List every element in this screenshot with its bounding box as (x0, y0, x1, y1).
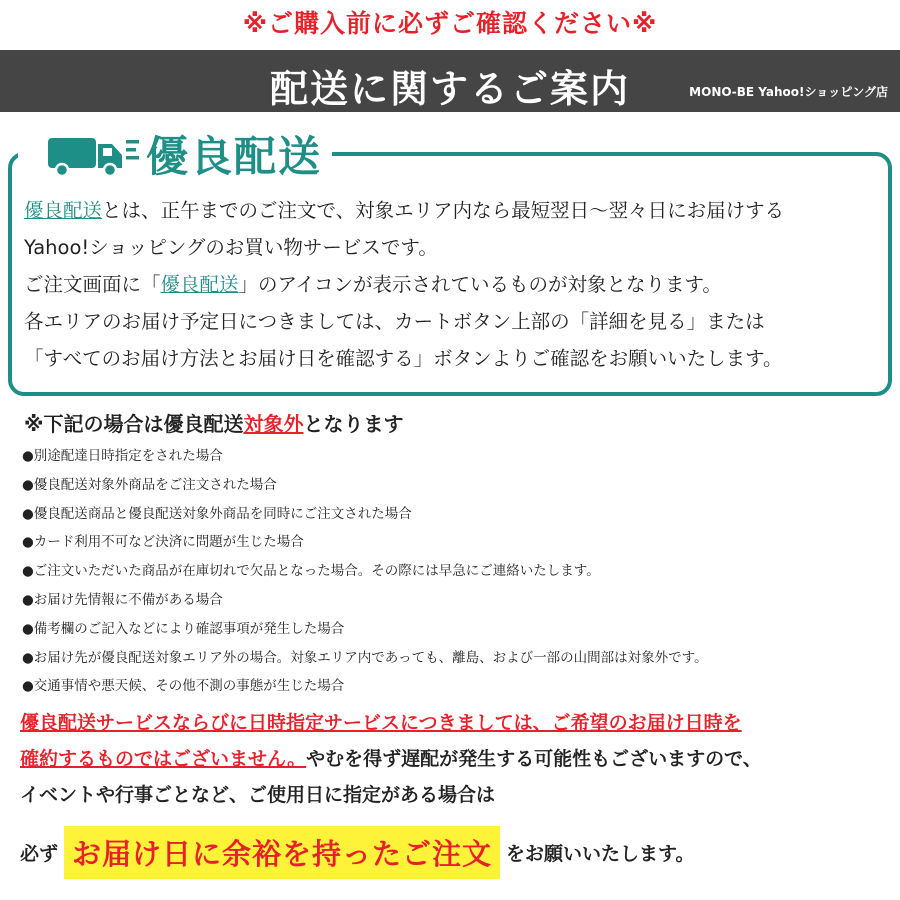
intro-text (24, 192, 884, 377)
intro-line-3-b: 」のアイコンが表示されているものが対象となります。 (238, 273, 722, 296)
list-item: ●お届け先が優良配送対象エリア外の場合。対象エリア内であっても、離島、および一部の山間部は対象外です。 (22, 649, 708, 666)
closing-line-1: 優良配送サービスならびに日時指定サービスにつきましては、ご希望のお届け日時を (20, 712, 742, 734)
exclusion-heading-b: となります (303, 412, 404, 436)
term-yuryo-2: 優良配送 (160, 273, 239, 296)
exclusion-heading-red: 対象外 (243, 412, 304, 436)
intro-line-1 (24, 192, 884, 229)
closing-line-4-b: をお願いいたします。 (506, 843, 695, 865)
list-item: ●備考欄のご記入などにより確認事項が発生した場合 (22, 620, 345, 637)
section-header (18, 126, 332, 182)
closing-line-4-a: 必ず (20, 843, 59, 865)
page-title: 配送に関するご案内 (269, 67, 630, 111)
intro-line-2: Yahoo!ショッピングのお買い物サービスです。 (24, 236, 438, 259)
closing-line-2-red: 確約するものではございません。 (20, 748, 307, 770)
list-item: ●ご注文いただいた商品が在庫切れで欠品となった場合。その際には早急にご連絡いたします。 (22, 563, 600, 580)
exclusion-list (22, 442, 708, 701)
header-banner (0, 50, 900, 112)
exclusion-heading-a: ※下記の場合は優良配送 (24, 412, 244, 436)
closing-line-3: イベントや行事ごとなど、ご使用日に指定がある場合は (20, 784, 496, 806)
closing-text (20, 705, 890, 813)
intro-line-3-a: ご注文画面に「 (24, 273, 161, 296)
closing-line-4 (20, 826, 695, 879)
exclusion-heading (24, 408, 403, 437)
delivery-truck-icon (30, 130, 140, 178)
list-item: ●優良配送対象外商品をご注文された場合 (22, 476, 277, 493)
closing-line-2 (20, 741, 890, 777)
list-item: ●お届け先情報に不備がある場合 (22, 591, 223, 608)
highlight-callout: お届け日に余裕を持ったご注文 (64, 826, 500, 879)
term-yuryo: 優良配送 (24, 199, 103, 222)
intro-line-5: 「すべてのお届け方法とお届け日を確認する」ボタンよりご確認をお願いいたします。 (24, 347, 783, 370)
section-title: 優良配送 (146, 132, 323, 181)
list-item: ●別途配達日時指定をされた場合 (22, 448, 223, 464)
intro-line-3 (24, 266, 884, 303)
intro-line-4: 各エリアのお届け予定日につきましては、カートボタン上部の「詳細を見る」または (24, 310, 765, 333)
purchase-notice: ※ご購入前に必ずご確認ください※ (242, 9, 658, 38)
closing-line-2-rest: やむを得ず遅配が発生する可能性もございますので、 (306, 748, 762, 770)
list-item: ●優良配送商品と優良配送対象外商品を同時にご注文された場合 (22, 505, 412, 522)
shop-name: MONO-BE Yahoo!ショッピング店 (689, 85, 888, 99)
intro-line-1-text: とは、正午までのご注文で、対象エリア内なら最短翌日〜翌々日にお届けする (102, 199, 785, 222)
list-item: ●交通事情や悪天候、その他不測の事態が生じた場合 (22, 678, 345, 695)
list-item: ●カード利用不可など決済に問題が生じた場合 (22, 534, 304, 551)
